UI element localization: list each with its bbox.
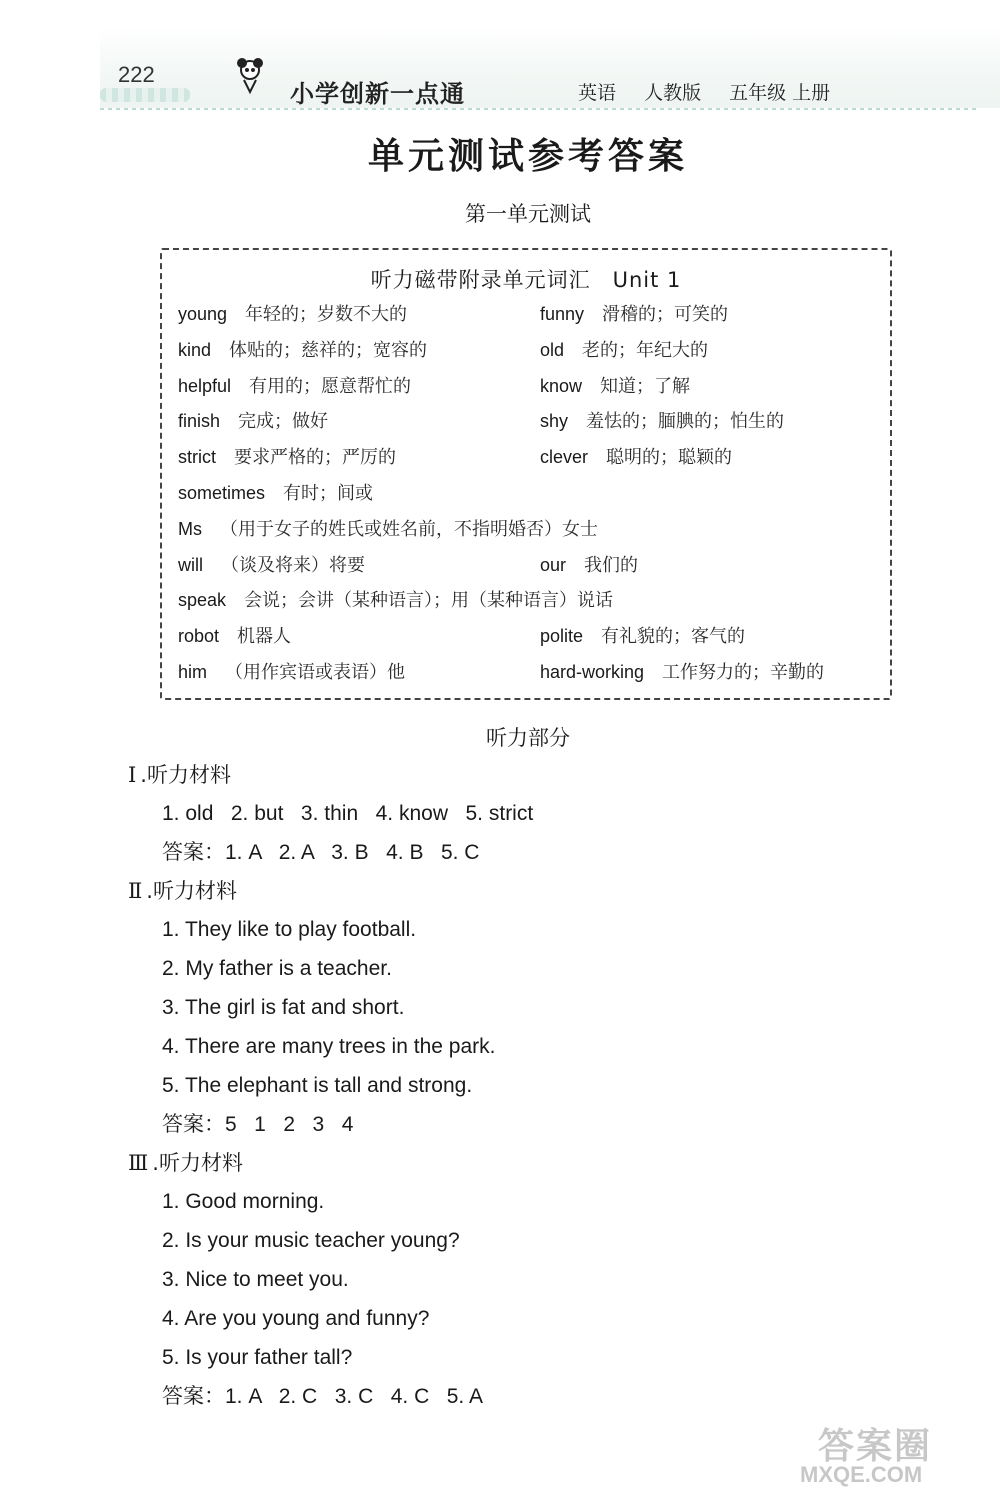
vocabulary-row [178,407,878,437]
vocabulary-word: finish [178,411,221,432]
section-numeral: Ⅱ [128,879,143,903]
section-numeral: Ⅲ [128,1151,149,1175]
vocabulary-entry-right [540,515,558,537]
watermark-url: MXQE.COM [800,1462,923,1487]
vocabulary-entry-left [178,372,411,398]
vocabulary-entry-left [178,479,373,505]
vocabulary-entry-right [540,622,745,648]
vocabulary-entry-left [178,622,291,648]
mascot-icon [228,52,272,96]
vocabulary-entry-right [540,336,708,362]
vocabulary-row [178,336,878,366]
vocabulary-row [178,515,878,545]
listening-line: 4. Are you young and funny? [162,1307,430,1330]
vocabulary-row [178,586,878,616]
section-numeral: Ⅰ [128,763,137,787]
vocabulary-word: funny [540,304,585,324]
section-heading-text: .听力材料 [152,1151,243,1175]
vocabulary-meaning: 老的；年纪大的 [582,339,709,361]
vocabulary-entry-right [540,300,728,326]
subject: 英语 [578,82,617,104]
vocabulary-word: polite [540,626,584,647]
listening-line: 4. There are many trees in the park. [162,1035,496,1058]
vocabulary-row [178,479,878,509]
section-heading [128,872,928,910]
listening-line: 2. Is your music teacher young? [162,1229,460,1252]
vocabulary-box-title: 听力磁带附录单元词汇 Unit 1 [370,268,682,292]
vocabulary-box [160,248,892,700]
answer-line [128,1377,928,1416]
watermark-text: 答案圈 [818,1426,933,1467]
answer-value: 5 1 2 3 4 [225,1113,354,1136]
vocabulary-entry-right [540,479,558,501]
answer-line [128,1105,928,1144]
vocabulary-word: kind [178,339,212,360]
page-header [0,0,1000,115]
vocabulary-meaning: （用作宾语或表语）他 [225,662,406,683]
listening-line: 3. The girl is fat and short. [162,996,405,1019]
answer-value: 1. A 2. C 3. C 4. C 5. A [225,1385,483,1408]
vocabulary-meaning: 知道；了解 [600,375,691,397]
vocabulary-word: young [178,304,228,324]
vocabulary-entry-left [178,336,427,362]
section-heading [128,756,928,794]
vocabulary-meaning: 年轻的；岁数不大的 [245,304,408,325]
vocabulary-entry-left [178,658,405,684]
section-title: 第一单元测试 [465,202,591,226]
listening-line: 2. My father is a teacher. [162,957,392,980]
vocabulary-word: our [540,554,567,575]
vocabulary-meaning: （谈及将来）将要 [221,554,365,576]
vocabulary-word: will [178,554,203,575]
vocabulary-entry-right [540,586,558,608]
page-number: 222 [118,62,155,87]
answer-value: 1. A 2. A 3. B 4. B 5. C [225,841,480,864]
vocabulary-entry-right [540,658,824,684]
watermark [800,1418,990,1488]
section-heading-text: .听力材料 [140,763,231,787]
vocabulary-meaning: 机器人 [237,626,292,648]
vocabulary-meaning: 有用的；愿意帮忙的 [249,375,412,397]
answer-label: 答案： [162,840,225,864]
vocabulary-meaning: 工作努力的；辛勤的 [662,662,825,683]
vocabulary-entry-right [540,443,732,469]
vocabulary-row [178,443,878,473]
listening-line: 5. Is your father tall? [162,1346,353,1369]
vocabulary-entry-right [540,372,690,398]
vocabulary-word: know [540,375,583,396]
listening-section [128,872,928,1144]
vocabulary-entry-right [540,551,638,577]
listening-section [128,1144,928,1416]
answer-line [128,833,928,872]
vocabulary-entry-right [540,407,784,433]
vocabulary-word: speak [178,590,227,611]
vocabulary-word: old [540,339,565,360]
vocabulary-meaning: （用于女子的姓氏或姓名前，不指明婚否）女士 [220,518,598,540]
vocabulary-meaning: 有时；间或 [283,483,374,504]
vocabulary-word: robot [178,626,220,647]
listening-section [128,756,928,872]
subject-meta [578,78,852,105]
vocabulary-word: shy [540,411,569,432]
vocabulary-row [178,300,878,330]
vocabulary-meaning: 要求严格的；严厉的 [234,447,396,469]
vocabulary-meaning: 体贴的；慈祥的；宽容的 [229,339,428,361]
vocabulary-row [178,372,878,402]
vocabulary-word: strict [178,447,216,468]
vocabulary-meaning: 滑稽的；可笑的 [602,304,729,325]
vocabulary-meaning: 完成；做好 [238,411,329,433]
vocabulary-row [178,622,878,652]
section-heading [128,1144,928,1182]
answer-label: 答案： [162,1384,225,1408]
listening-heading: 听力部分 [486,726,570,750]
listening-line: 3. Nice to meet you. [162,1268,349,1291]
page-number-decoration [100,88,190,102]
vocabulary-entry-left [178,515,598,541]
listening-line: 1. old 2. but 3. thin 4. know 5. strict [162,802,534,825]
vocabulary-meaning: 会说；会讲（某种语言）；用（某种语言）说话 [244,590,614,612]
vocabulary-word: sometimes [178,483,266,503]
grade: 五年级 上册 [729,82,831,104]
vocabulary-word: helpful [178,375,232,396]
vocabulary-entry-left [178,300,407,326]
vocabulary-word: clever [540,447,589,468]
vocabulary-row [178,658,878,688]
listening-line: 1. They like to play football. [162,918,417,941]
vocabulary-word: hard-working [540,662,645,682]
vocabulary-meaning: 我们的 [584,554,639,576]
vocabulary-meaning: 聪明的；聪颖的 [606,447,733,469]
vocabulary-entry-left [178,407,328,433]
vocabulary-row [178,551,878,581]
vocabulary-meaning: 羞怯的；腼腆的；怕生的 [586,411,785,433]
vocabulary-entry-left [178,443,396,469]
section-heading-text: .听力材料 [146,879,237,903]
listening-line: 5. The elephant is tall and strong. [162,1074,473,1097]
answer-label: 答案： [162,1112,225,1136]
header-divider [100,108,980,110]
listening-line: 1. Good morning. [162,1190,325,1213]
book-title: 小学创新一点通 [290,80,465,108]
vocabulary-meaning: 有礼貌的；客气的 [601,626,746,648]
vocabulary-word: Ms [178,518,202,539]
edition: 人教版 [644,82,702,104]
vocabulary-entry-left [178,551,365,577]
page-title: 单元测试参考答案 [367,135,688,177]
vocabulary-word: him [178,662,208,682]
